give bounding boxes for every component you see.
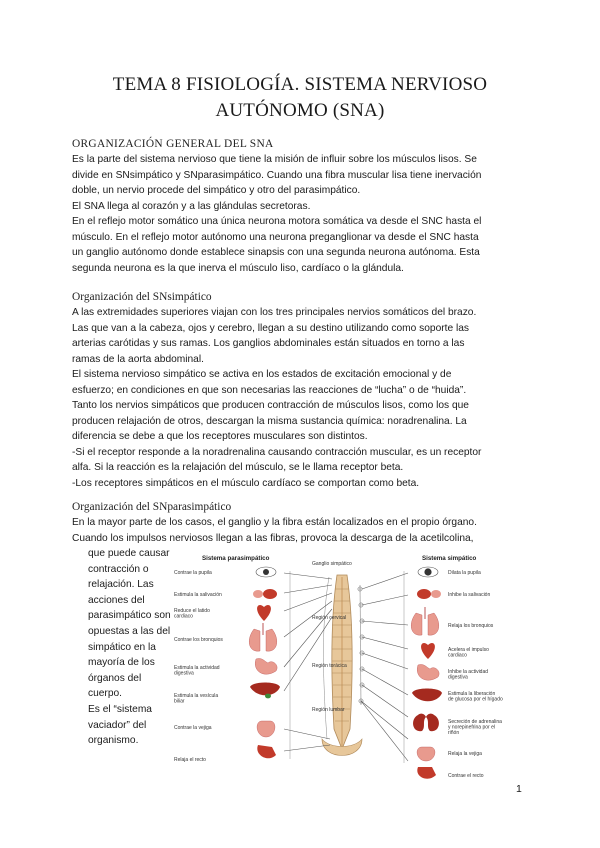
region-label: Región lumbar — [312, 707, 345, 713]
bladder-icon — [417, 747, 435, 761]
text-line: Es la parte del sistema nervioso que tiene la misión de influir sobre los músculos lisos. Se — [72, 154, 477, 165]
section-heading-general: ORGANIZACIÓN GENERAL DEL SNA — [72, 138, 274, 150]
text-line: vaciador” del — [88, 719, 147, 731]
text-line: ramas de la aorta abdominal. — [72, 353, 204, 365]
text-line: Cuando los impulsos nerviosos llegan a las fibras, provoca la descarga de la acetilcolina, — [72, 532, 474, 544]
page-number: 1 — [516, 783, 522, 795]
title-line-1: TEMA 8 FISIOLOGÍA. SISTEMA NERVIOSO — [112, 74, 488, 95]
heart-icon — [257, 605, 271, 621]
text-line: contracción o — [88, 563, 149, 575]
title-line-2: AUTÓNOMO (SNA) — [215, 100, 385, 121]
text-line: mayoría de los — [88, 657, 155, 669]
section-body-parasimpatico — [72, 515, 532, 546]
text-line: En el reflejo motor somático una única neurona motora somática va desde el SNC hasta el — [72, 216, 482, 227]
text-line: relajación. Las — [88, 579, 154, 591]
liver-icon — [412, 689, 442, 702]
text-line: segunda neurona es la que inerva el músculo liso, cardíaco o la glándula. — [72, 262, 404, 274]
section-body-general — [72, 152, 532, 276]
text-line: Es el “sistema — [88, 703, 152, 715]
eye-icon — [418, 567, 438, 577]
sympathetic-nerves — [361, 571, 408, 763]
text-line: parasimpático son — [88, 610, 171, 622]
text-line: acciones del — [88, 594, 145, 606]
section-side-text — [88, 546, 172, 749]
text-line: órganos del cuerpo. — [88, 672, 142, 700]
figure-right-label: Contrae el recto — [448, 773, 484, 779]
region-label: Región torácica — [312, 663, 347, 669]
text-line: doble, un nervio procede del simpático y otro del parasimpático. — [72, 185, 361, 196]
right-organs — [411, 567, 442, 779]
text-line: Las que van a la cabeza, ojos y cerebro, llegan a su destino utilizando como soporte las — [72, 322, 469, 334]
text-line: simpático en la — [88, 641, 156, 653]
figure-left-label: Estimula la salivación — [174, 592, 222, 598]
liver-icon — [250, 683, 280, 699]
section-body-simpatico — [72, 305, 532, 491]
figure-right-label: Relaja los bronquios — [448, 623, 494, 629]
region-label: Región cervical — [312, 615, 347, 621]
figure-left-label: Relaja el recto — [174, 757, 206, 763]
text-line: divide en SNsimpático y SNparasimpático. Cuando una fibra muscular lisa tiene inervación — [72, 169, 482, 181]
figure-right-label: Estimula la liberación de glucosa por el hígado — [448, 691, 503, 703]
heart-icon — [421, 643, 435, 659]
text-line: producen relajación de otros, descargan la misma sustancia química: noradrenalina. La — [72, 415, 467, 427]
figure-left-label: Contrae la vejiga — [174, 725, 212, 731]
text-line: A las extremidades superiores viajan con los tres principales nervios somáticos del brazo. — [72, 307, 477, 318]
figure-center-top: Ganglio simpático — [312, 561, 352, 567]
text-line: -Si el receptor responde a la noradrenalina causando contracción muscular, es un receptor — [72, 446, 482, 458]
lungs-icon — [411, 607, 439, 635]
figure-right-label: Secreción de adrenalina y norepinefrina por el riñón — [448, 719, 502, 737]
figure-left-label: Contrae la pupila — [174, 570, 212, 576]
salivary-gland-icon — [253, 589, 277, 599]
section-heading-simpatico: Organización del SNsimpático — [72, 291, 212, 303]
figure-left-label: Reduce el latido cardiaco — [174, 608, 210, 620]
stomach-icon — [255, 658, 277, 674]
sna-diagram — [172, 549, 528, 785]
figure-right-label: Inhibe la actividad digestiva — [448, 669, 489, 681]
figure-left-title: Sistema parasimpático — [202, 555, 270, 562]
rectum-icon — [417, 767, 436, 779]
eye-icon — [256, 567, 276, 577]
figure-right-title: Sistema simpático — [422, 555, 477, 562]
salivary-gland-icon — [417, 589, 441, 599]
text-line: arterias carótidas y sus ramas. Los ganglios abdominales están situados en torno a las — [72, 338, 465, 349]
stomach-icon — [417, 664, 439, 680]
bladder-icon — [257, 721, 275, 737]
text-line: -Los receptores simpáticos en el músculo cardíaco se comportan como beta. — [72, 477, 420, 489]
rectum-icon — [257, 745, 276, 758]
text-line: opuestas a las del — [88, 625, 171, 637]
section-heading-parasimpatico: Organización del SNparasimpático — [72, 501, 232, 513]
figure-right-label: Dilata la pupila — [448, 570, 481, 576]
text-line: Tanto los nervios simpáticos que producen contracción de músculos lisos, como los que — [72, 400, 469, 411]
text-line: músculo. En el reflejo motor autónomo una neurona preganglionar va desde el SNC hasta — [72, 231, 479, 243]
page-title — [60, 72, 540, 124]
figure-left-label: Estimula la actividad digestiva — [174, 665, 220, 677]
left-organs — [249, 567, 280, 758]
text-line: esfuerzo; en condiciones en que son necesarias las reacciones de “lucha” o de “huida”. — [72, 384, 467, 396]
figure-left-label: Contrae los bronquios — [174, 637, 223, 643]
text-line: alfa. Si la reacción es la relajación del músculo, se le llama receptor beta. — [72, 462, 404, 473]
text-line: El SNA llega al corazón y a las glándulas secretoras. — [72, 200, 311, 212]
figure-right-label: Inhibe la salivación — [448, 592, 491, 598]
figure-right-label: Acelera el impulso cardiaco — [448, 647, 489, 659]
kidney-icon — [413, 714, 439, 732]
text-line: un ganglio autónomo donde establece sinapsis con una segunda neurona autónoma. Esta — [72, 247, 480, 258]
text-line: diferencia se debe a que los receptores musculares son distintos. — [72, 431, 368, 442]
lungs-icon — [249, 623, 277, 651]
text-line: que puede causar — [88, 548, 170, 559]
figure-left-label: Estimula la vesícula biliar — [174, 693, 219, 705]
figure-right-label: Relaja la vejiga — [448, 751, 482, 757]
text-line: organismo. — [88, 735, 139, 747]
text-line: El sistema nervioso simpático se activa en los estados de excitación emocional y de — [72, 369, 452, 380]
text-line: En la mayor parte de los casos, el ganglio y la fibra están localizados en el propio órgano. — [72, 517, 477, 528]
